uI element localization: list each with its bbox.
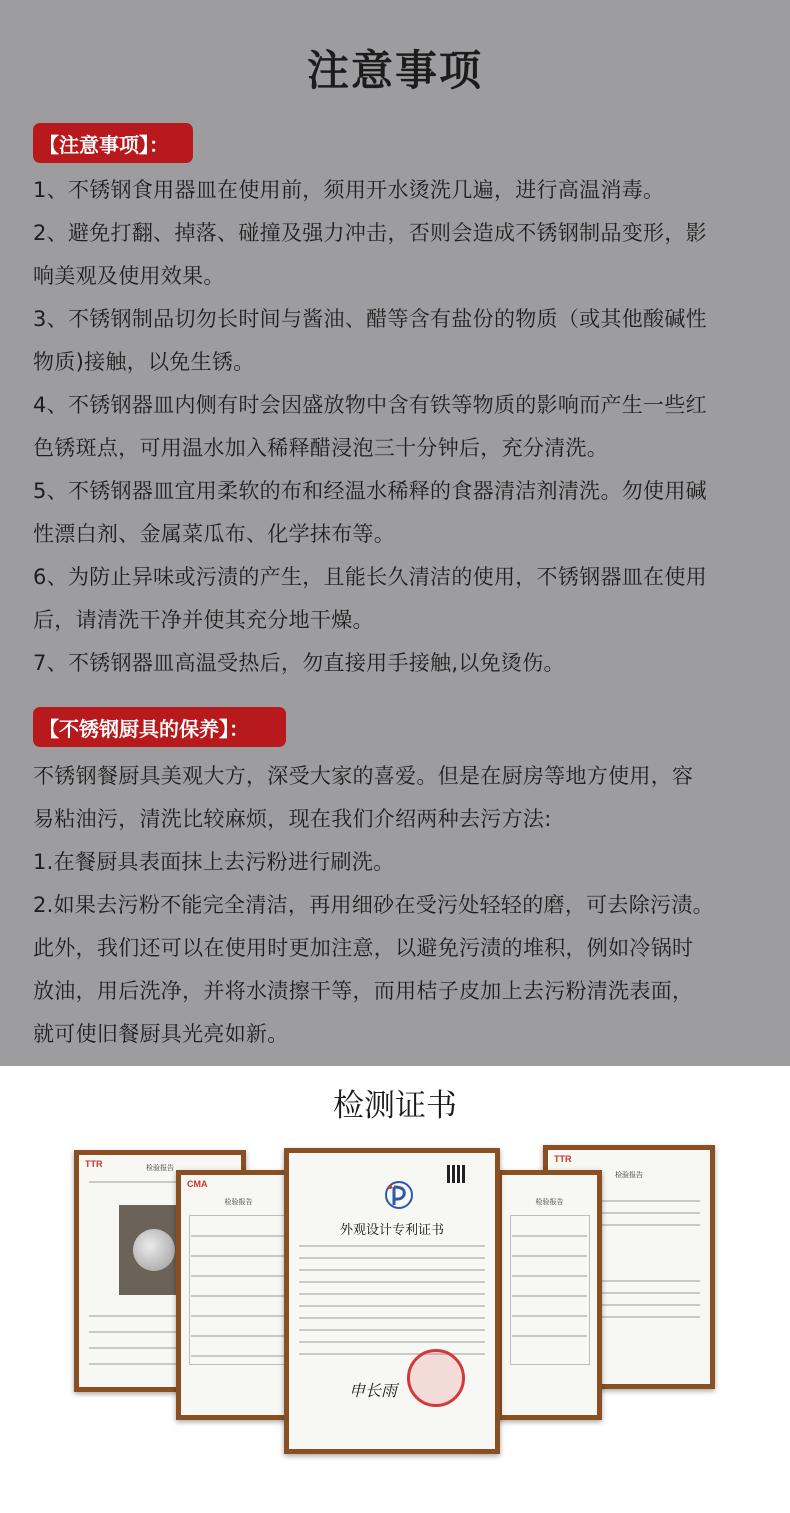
patent-title: 外观设计专利证书 xyxy=(339,1223,444,1238)
notice-line: 1、不锈钢食用器皿在使用前，须用开水烫洗几遍，进行高温消毒。 xyxy=(33,178,665,202)
report-header: 检验报告 xyxy=(535,1198,564,1206)
care-line: 此外，我们还可以在使用时更加注意，以避免污渍的堆积，例如冷锅时 xyxy=(33,936,694,960)
official-seal-icon xyxy=(407,1349,465,1407)
notice-line: 性漂白剂、金属菜瓜布、化学抹布等。 xyxy=(33,522,396,546)
care-line: 就可使旧餐厨具光亮如新。 xyxy=(33,1022,289,1046)
notice-line: 7、不锈钢器皿高温受热后，勿直接用手接触,以免烫伤。 xyxy=(33,651,565,675)
signature: 申长雨 xyxy=(349,1381,398,1400)
notice-line: 物质)接触，以免生锈。 xyxy=(33,350,255,374)
care-line: 易粘油污，清洗比较麻烦，现在我们介绍两种去污方法: xyxy=(33,807,552,831)
certificates-title: 检测证书 xyxy=(333,1088,457,1124)
notice-line: 3、不锈钢制品切勿长时间与酱油、醋等含有盐份的物质（或其他酸碱性 xyxy=(33,307,707,331)
page-title: 注意事项 xyxy=(306,46,483,95)
inspection-report-image-right xyxy=(497,1170,602,1420)
report-header: 检验报告 xyxy=(224,1198,253,1206)
notice-line: 5、不锈钢器皿宜用柔软的布和经温水稀释的食器清洁剂清洗。勿使用碱 xyxy=(33,479,707,503)
care-line: 1.在餐厨具表面抹上去污粉进行刷洗。 xyxy=(33,850,395,874)
notice-line: 响美观及使用效果。 xyxy=(33,264,225,288)
care-line: 放油，用后洗净，并将水渍擦干等，而用桔子皮加上去污粉清洗表面， xyxy=(33,979,694,1003)
cma-logo: CMA xyxy=(187,1179,208,1189)
care-line: 2.如果去污粉不能完全清洁，再用细砂在受污处轻轻的磨，可去除污渍。 xyxy=(33,893,714,917)
care-label: 【不锈钢厨具的保养】： xyxy=(33,707,286,747)
notice-line: 4、不锈钢器皿内侧有时会因盛放物中含有铁等物质的影响而产生一些红 xyxy=(33,393,707,417)
qr-code-icon xyxy=(447,1165,465,1183)
notice-line: 6、为防止异味或污渍的产生，且能长久清洁的使用，不锈钢器皿在使用 xyxy=(33,565,707,589)
report-header: 检验报告 xyxy=(615,1171,643,1179)
notice-line: 色锈斑点，可用温水加入稀释醋浸泡三十分钟后，充分清洗。 xyxy=(33,436,609,460)
notice-label: 【注意事项】： xyxy=(33,123,193,163)
notice-line: 后，请清洗干净并使其充分地干燥。 xyxy=(33,608,374,632)
patent-emblem-icon xyxy=(384,1179,414,1211)
design-patent-certificate-image xyxy=(284,1148,500,1454)
care-line: 不锈钢餐厨具美观大方，深受大家的喜爱。但是在厨房等地方使用，容 xyxy=(33,764,694,788)
report-header: 检验报告 xyxy=(146,1164,174,1172)
ttr-logo: TTR xyxy=(85,1159,103,1169)
notice-line: 2、避免打翻、掉落、碰撞及强力冲击，否则会造成不锈钢制品变形，影 xyxy=(33,221,707,245)
ttr-logo: TTR xyxy=(554,1154,572,1164)
inspection-report-image xyxy=(176,1170,301,1420)
